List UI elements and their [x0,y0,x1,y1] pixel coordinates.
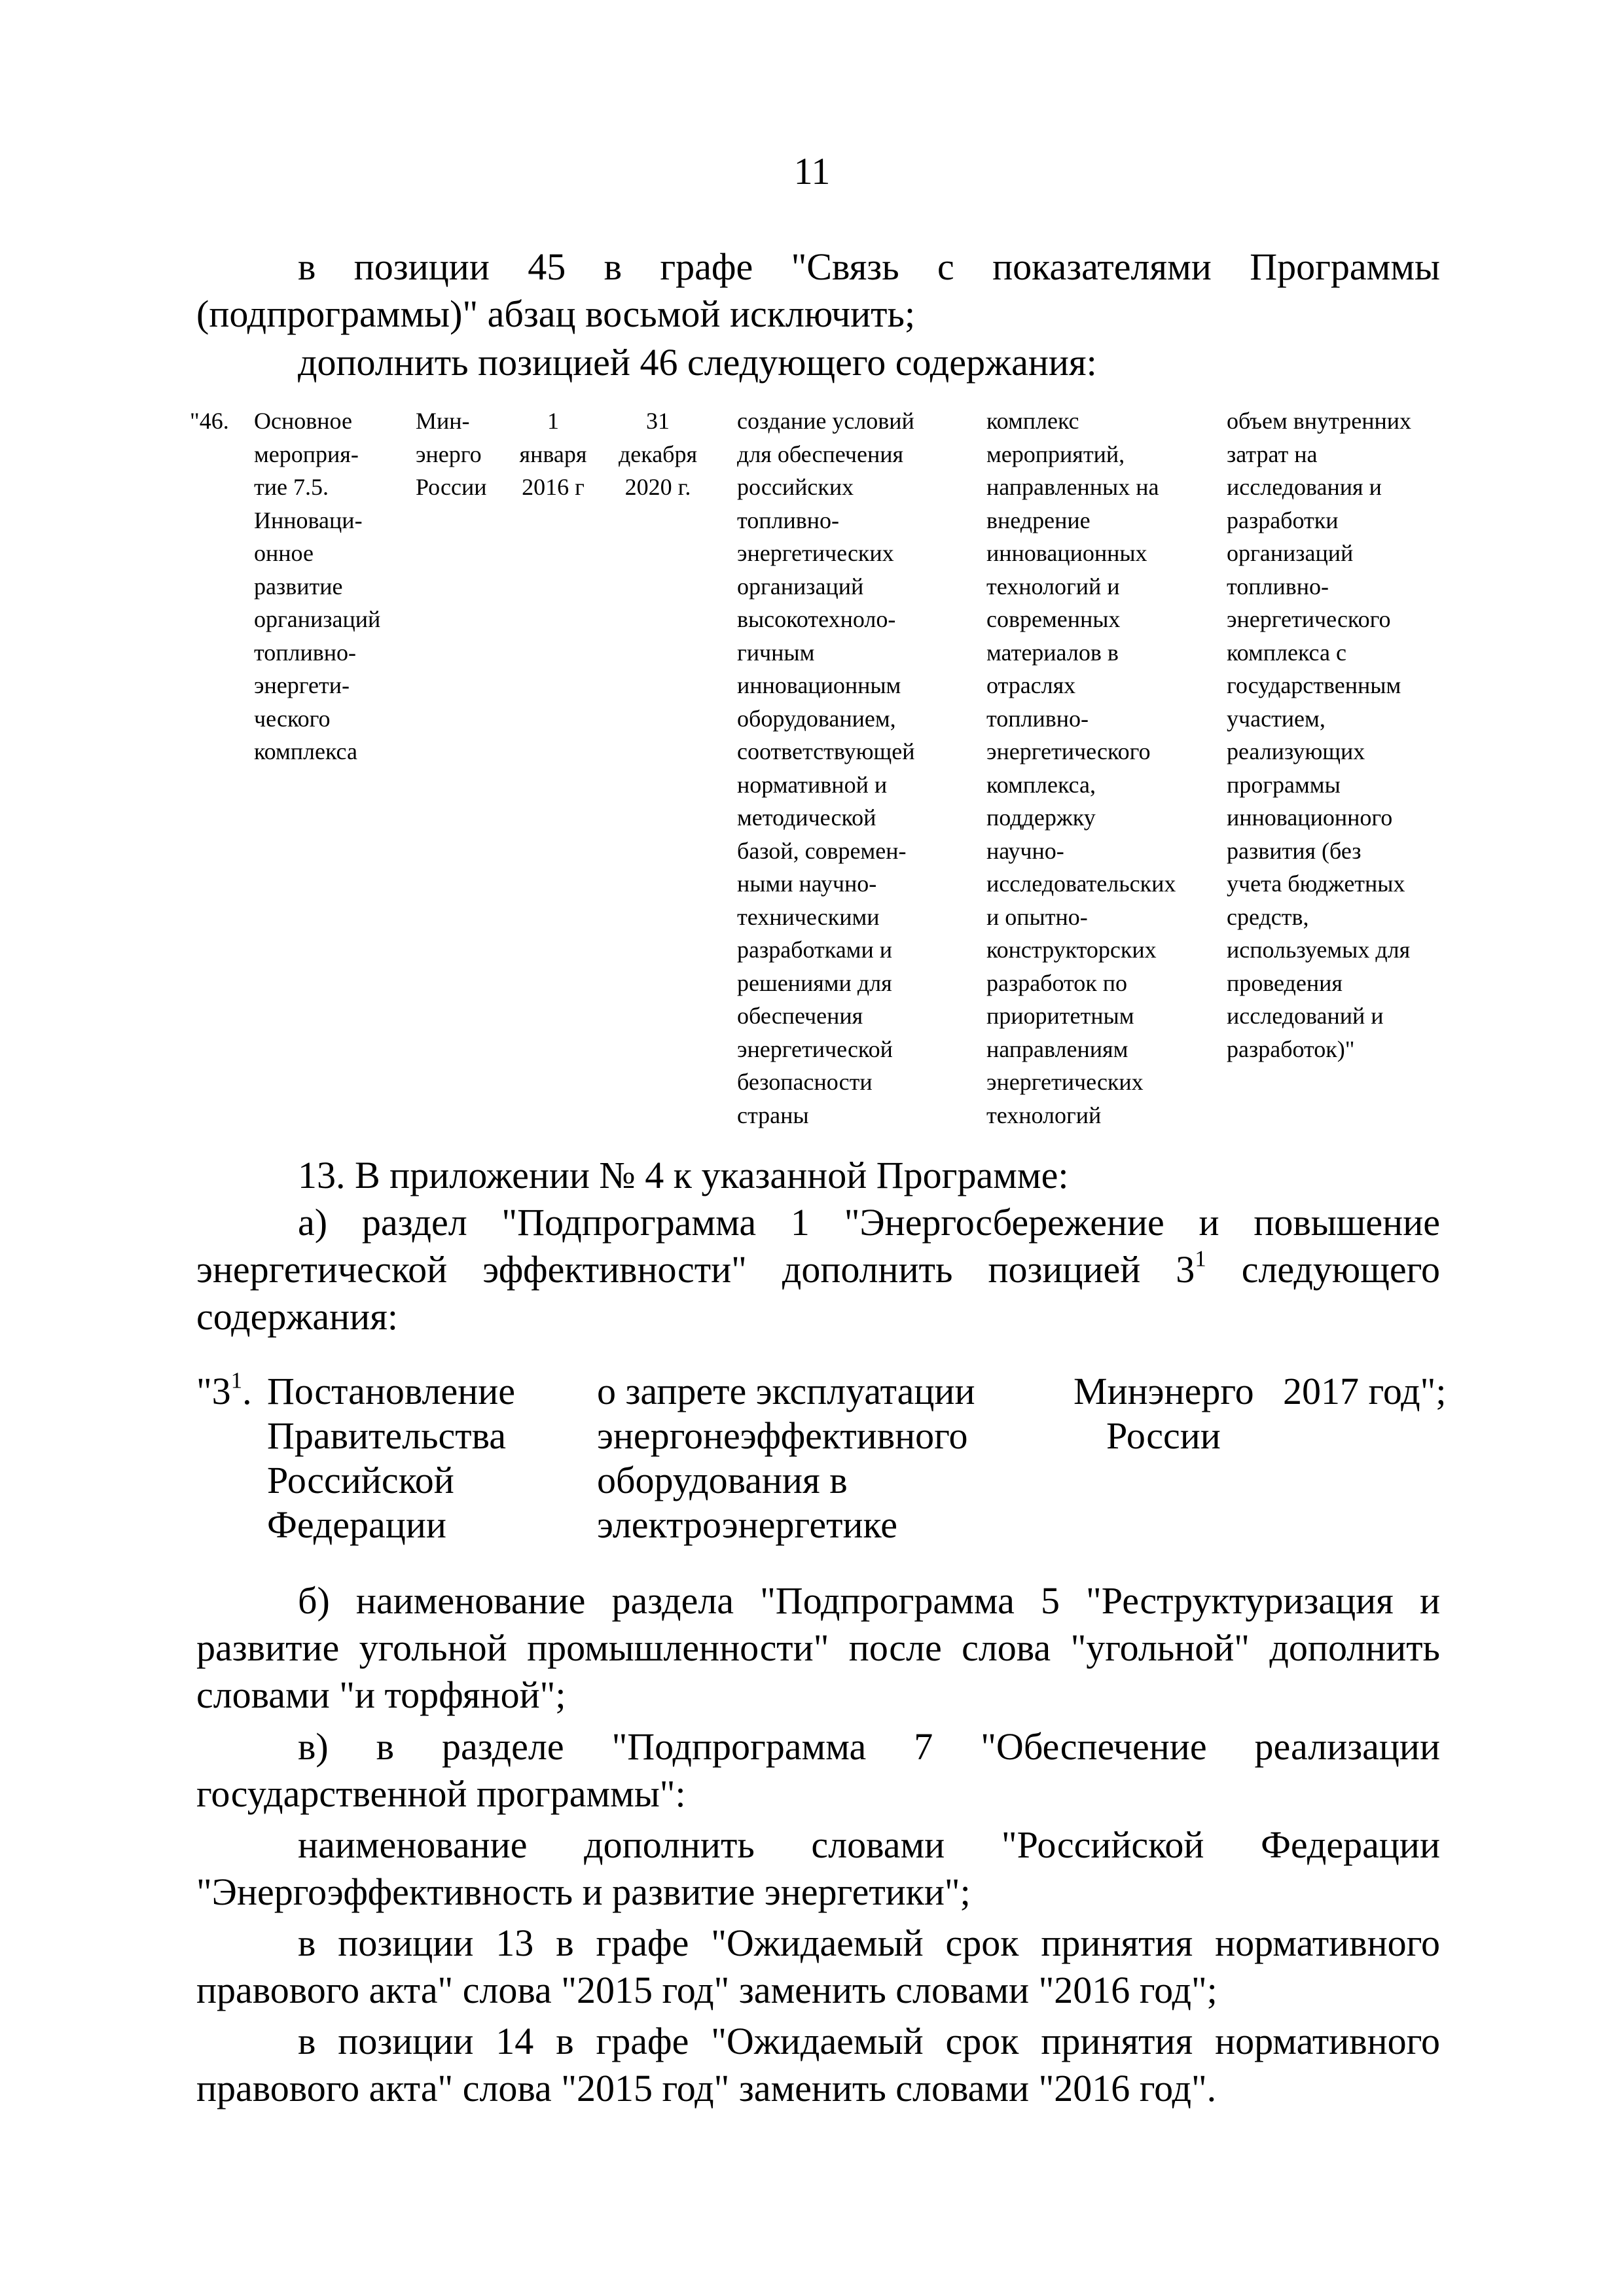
cell-line: высокотехноло- [737,606,896,632]
cell-line: топливно- [737,507,840,533]
position-46-consequence [986,404,1176,1132]
item-v-line-8: правового акта" слова "2015 год" заменить словами "2016 год". [196,2067,1217,2109]
cell-line: ными научно- [737,870,877,897]
cell-line: 1 [547,408,559,434]
cell-line: энергети- [254,672,350,698]
cell-line: направленных на [986,474,1159,500]
intro-paragraph [196,243,1440,338]
position-3-1-executor: Минэнерго [1074,1370,1254,1412]
item-v-line-2: государственной программы": [196,1772,686,1815]
cell-line: Правительства [267,1414,506,1457]
cell-line: энергетической [737,1035,893,1062]
cell-line: энергетических [737,540,894,566]
cell-line: энерго [416,440,482,467]
cell-line: комплекса [254,738,357,764]
cell-line: внедрение [986,507,1091,533]
cell-line: Федерации [267,1503,446,1546]
cell-line: разработками и [737,937,892,963]
position-3-1-executor-cont: России [1106,1414,1221,1457]
cell-line: безопасности [737,1069,873,1095]
cell-line: инновационного [1227,804,1393,831]
cell-line: исследований и [1227,1003,1384,1029]
cell-line: техническими [737,903,880,930]
cell-line: нормативной и [737,771,888,798]
cell-line: конструкторских [986,937,1157,963]
item-b-line-3: словами "и торфяной"; [196,1674,566,1716]
item-v-line-6: правового акта" слова "2015 год" заменить словами "2016 год"; [196,1969,1218,2011]
cell-line: отраслях [986,672,1076,698]
cell-line: Инноваци- [254,507,363,533]
cell-line: направлениям [986,1035,1128,1062]
cell-line: используемых для [1227,937,1411,963]
item-v-line-5: в позиции 13 в графе "Ожидаемый срок принятия нормативного [298,1922,1440,1964]
cell-line: комплекса с [1227,639,1346,666]
intro-line-2: (подпрограммы)" абзац восьмой исключить; [196,293,916,335]
cell-line: учета бюджетных [1227,870,1405,897]
item-v-line-1: в) в разделе "Подпрограмма 7 "Обеспечение реализации [298,1725,1440,1768]
page-number: 11 [793,150,831,192]
cell-line: топливно- [254,639,357,666]
item-13-a-line-3: содержания: [196,1295,399,1338]
item-b-line-1: б) наименование раздела "Подпрограмма 5 "Реструктуризация и [298,1579,1440,1622]
position-46-end-date [609,404,707,504]
cell-line: тие 7.5. [254,474,329,500]
text-span: следующего [1206,1248,1440,1291]
cell-line: инновационных [986,540,1147,566]
cell-line: исследования и [1227,474,1382,500]
position-46-result [737,404,915,1132]
cell-line: разработки [1227,507,1339,533]
item-b-paragraph [196,1577,1440,1719]
cell-line: материалов в [986,639,1119,666]
cell-line: комплекс [986,408,1079,434]
cell-line: создание условий [737,408,914,434]
cell-line: исследовательских [986,870,1176,897]
cell-line: для обеспечения [737,440,904,467]
superscript: 1 [230,1367,243,1393]
cell-line: реализующих [1227,738,1365,764]
item-b-line-2: развитие угольной промышленности" после слова "угольной" дополнить [196,1626,1440,1669]
cell-line: 2016 г [522,474,585,500]
item-13-a-line-2 [196,1246,1440,1293]
cell-line: января [519,440,587,467]
text-span: энергетической эффективности" дополнить позицией 3 [196,1248,1195,1291]
item-v-line-7: в позиции 14 в графе "Ожидаемый срок принятия нормативного [298,2020,1440,2062]
cell-line: Мин- [416,408,470,434]
cell-line: Российской [267,1459,454,1501]
item-13-a-line-1: а) раздел "Подпрограмма 1 "Энергосбережение и повышение [298,1201,1440,1244]
position-46-start-date [512,404,594,504]
cell-line: энергонеэффективного [597,1414,968,1457]
cell-line: соответствующей [737,738,915,764]
cell-line: декабря [618,440,698,467]
superscript: 1 [1195,1246,1206,1272]
cell-line: мероприятий, [986,440,1125,467]
cell-line: страны [737,1102,809,1128]
cell-line: приоритетным [986,1003,1134,1029]
text-span: "3 [196,1370,231,1412]
cell-line: Основное [254,408,352,434]
item-v-line-4: "Энергоэффективность и развитие энергетики"; [196,1871,971,1913]
cell-line: средств, [1227,903,1309,930]
intro-line-3: дополнить позицией 46 следующего содержания: [298,341,1097,384]
position-3-1-number [196,1369,252,1414]
item-v-paragraph [196,1723,1440,2112]
cell-line: проведения [1227,969,1343,996]
cell-line: электроэнергетике [597,1503,898,1546]
cell-line: развития (без [1227,837,1362,864]
position-3-1-year: 2017 год"; [1283,1370,1447,1412]
cell-line: ческого [254,705,331,732]
cell-line: инновационным [737,672,901,698]
position-3-1-subject [597,1369,975,1547]
position-46-indicator-link [1227,404,1411,1066]
cell-line: энергетического [986,738,1151,764]
item-v-line-3: наименование дополнить словами "Российской Федерации [298,1823,1440,1866]
cell-line: технологий [986,1102,1102,1128]
position-3-1-act-type [267,1369,515,1547]
cell-line: о запрете эксплуатации [597,1370,975,1412]
cell-line: энергетических [986,1069,1144,1095]
cell-line: комплекса, [986,771,1096,798]
cell-line: методической [737,804,876,831]
cell-line: онное [254,540,314,566]
cell-line: топливно- [986,705,1089,732]
cell-line: топливно- [1227,573,1329,600]
cell-line: обеспечения [737,1003,863,1029]
cell-line: базой, современ- [737,837,907,864]
cell-line: организаций [737,573,864,600]
cell-line: оборудованием, [737,705,896,732]
cell-line: научно- [986,837,1064,864]
cell-line: организаций [254,606,381,632]
cell-line: решениями для [737,969,892,996]
cell-line: участием, [1227,705,1326,732]
cell-line: государственным [1227,672,1401,698]
cell-line: организаций [1227,540,1354,566]
cell-line: российских [737,474,854,500]
cell-line: энергетического [1227,606,1391,632]
cell-line: технологий и [986,573,1120,600]
cell-line: гичным [737,639,815,666]
text-span: . [242,1370,252,1412]
position-46-mark: "46. [190,408,229,434]
intro-addition [196,339,1440,386]
cell-line: и опытно- [986,903,1088,930]
cell-line: оборудования в [597,1459,848,1501]
intro-line-1: в позиции 45 в графе "Связь с показателями Программы [298,245,1440,288]
cell-line: России [416,474,487,500]
item-13-heading: 13. В приложении № 4 к указанной Программе: [298,1154,1069,1196]
cell-line: объем внутренних [1227,408,1412,434]
cell-line: 31 [646,408,670,434]
cell-line: современных [986,606,1121,632]
cell-line: Постановление [267,1370,516,1412]
position-46-name [254,404,380,768]
cell-line: разработок)" [1227,1035,1355,1062]
cell-line: затрат на [1227,440,1318,467]
cell-line: разработок по [986,969,1128,996]
position-46-executor [416,404,487,504]
cell-line: развитие [254,573,343,600]
cell-line: мероприя- [254,440,359,467]
cell-line: поддержку [986,804,1096,831]
cell-line: программы [1227,771,1341,798]
item-13-paragraph [196,1152,1440,1340]
cell-line: 2020 г. [624,474,691,500]
